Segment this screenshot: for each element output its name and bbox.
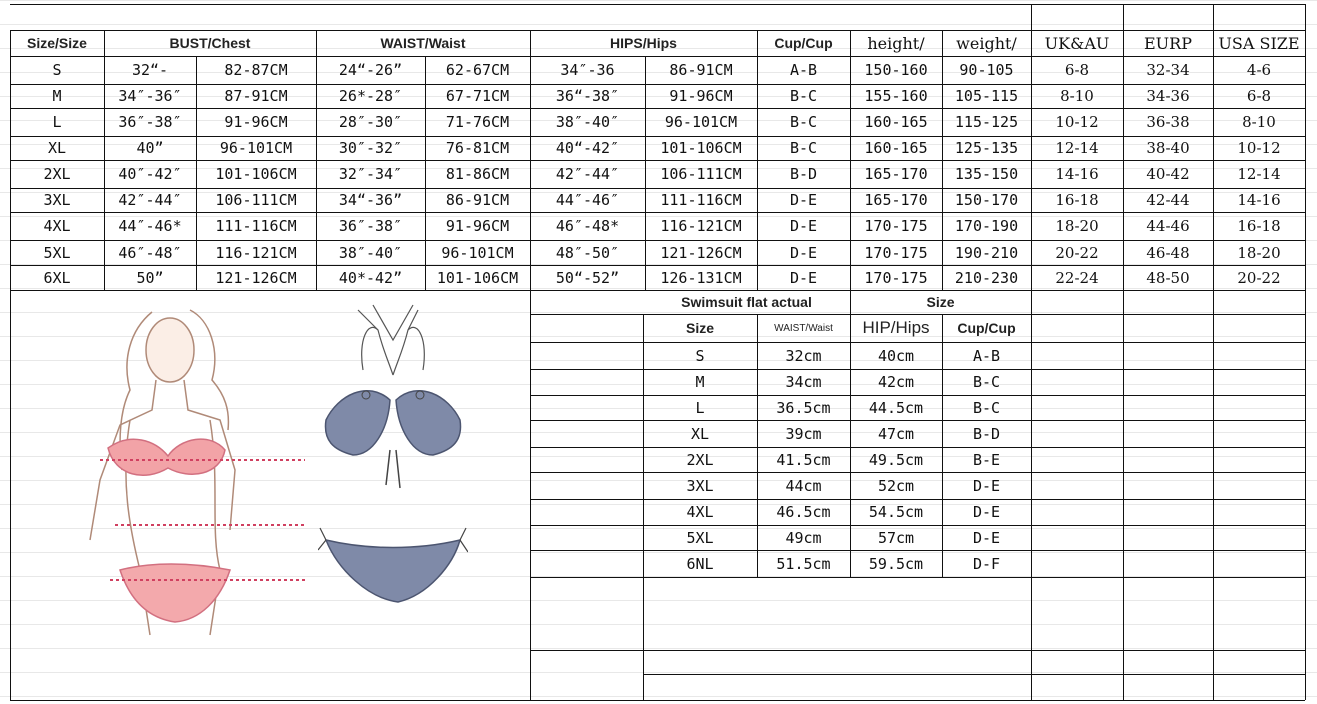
head-vline-6	[942, 30, 943, 56]
head-vline-0	[10, 30, 11, 56]
cell-r8-c0: 6XL	[43, 268, 71, 287]
cell-r1-c8: 155-160	[864, 87, 928, 105]
cell-r5-c1: 42″-44″	[118, 191, 182, 209]
flat-left-outer	[530, 290, 531, 700]
flat-cell-r2-c1: 36.5cm	[776, 398, 831, 417]
cell-r4-c12: 12-14	[1237, 165, 1281, 183]
cell-r6-c6: 116-121CM	[660, 217, 742, 235]
flat-cell-r6-c2: 54.5cm	[868, 503, 924, 521]
flat-cell-r7-c1: 49cm	[785, 528, 822, 547]
head-vline-1	[104, 30, 105, 56]
cell-r3-c5: 40“-42″	[555, 139, 620, 157]
right-border	[1305, 290, 1306, 700]
cell-r0-c10: 6-8	[1064, 61, 1090, 79]
cell-r0-c4: 62-67CM	[445, 61, 510, 79]
cell-r7-c3: 38″-40″	[338, 243, 403, 262]
cell-r6-c11: 44-46	[1146, 217, 1190, 235]
cell-r4-c11: 40-42	[1146, 165, 1190, 183]
flat-vline-850	[850, 290, 851, 577]
cell-r1-c2: 87-91CM	[224, 87, 288, 105]
body-vline-0	[10, 56, 11, 290]
cell-r0-c12: 4-6	[1246, 61, 1272, 79]
cell-r4-c3: 32″-34″	[338, 165, 403, 183]
flat-cell-r5-c1: 44cm	[785, 476, 822, 495]
flat-cell-r3-c1: 39cm	[785, 424, 822, 443]
flat-cell-r8-c1: 51.5cm	[776, 554, 831, 573]
flat-cell-r1-c0: M	[695, 373, 705, 391]
top-vline-0	[1031, 4, 1032, 30]
cell-r1-c9: 105-115	[954, 87, 1019, 105]
cell-r8-c3: 40*-42”	[338, 268, 403, 287]
flat-cell-r1-c3: B-C	[972, 373, 1001, 391]
empty-vline-0	[1123, 290, 1124, 700]
flat-header-0: Size	[685, 320, 714, 336]
flat-cell-r2-c0: L	[695, 398, 705, 417]
cell-r2-c9: 115-125	[954, 113, 1019, 131]
cell-r6-c5: 46″-48*	[555, 217, 620, 235]
flat-cell-r7-c2: 57cm	[877, 528, 915, 547]
body-vline-12	[1213, 56, 1214, 290]
cell-r8-c11: 48-50	[1146, 268, 1190, 287]
cell-r0-c6: 86-91CM	[669, 61, 733, 79]
cell-r8-c9: 210-230	[954, 268, 1019, 287]
cell-r2-c4: 71-76CM	[445, 113, 510, 131]
cell-r5-c10: 16-18	[1055, 191, 1099, 209]
deviation-note	[645, 590, 1030, 650]
flat-cell-r5-c3: D-E	[972, 476, 1001, 495]
flat-row-line-0	[530, 369, 1305, 370]
body-measurement-illustration	[60, 300, 320, 640]
cell-r6-c8: 170-175	[864, 217, 928, 235]
cell-r1-c1: 34″-36″	[118, 87, 182, 105]
header-9: USA SIZE	[1218, 33, 1300, 53]
flat-cell-r5-c2: 52cm	[877, 476, 915, 495]
sheet-gridline	[0, 0, 1317, 1]
cell-r4-c7: B-D	[789, 165, 818, 183]
cell-r7-c11: 46-48	[1146, 243, 1190, 262]
body-vline-4	[425, 56, 426, 290]
cell-r6-c7: D-E	[789, 217, 818, 235]
cell-r1-c5: 36“-38″	[555, 87, 620, 105]
cell-r7-c7: D-E	[789, 243, 818, 262]
cell-r8-c4: 101-106CM	[436, 268, 519, 287]
flat-row-line-5	[530, 499, 1305, 500]
flat-cell-r8-c0: 6NL	[686, 554, 714, 573]
cell-r2-c10: 10-12	[1055, 113, 1099, 131]
cell-r6-c4: 91-96CM	[445, 217, 510, 235]
top-vline-1	[1123, 4, 1124, 30]
cell-r7-c0: 5XL	[43, 243, 71, 262]
cell-r2-c8: 160-165	[864, 113, 928, 131]
cell-r7-c9: 190-210	[954, 243, 1019, 262]
cell-r5-c9: 150-170	[954, 191, 1019, 209]
flat-inner-vline-0	[757, 314, 758, 577]
flat-cell-r0-c2: 40cm	[877, 346, 915, 365]
cell-r4-c10: 14-16	[1055, 165, 1099, 183]
cell-r1-c11: 34-36	[1146, 87, 1190, 105]
cell-r0-c5: 34″-36	[560, 61, 615, 79]
bikini-top-illustration	[318, 300, 468, 500]
flat-cell-r5-c0: 3XL	[686, 476, 714, 495]
flat-cell-r0-c3: A-B	[972, 346, 1001, 365]
body-vline-6	[645, 56, 646, 290]
head-vline-10	[1305, 30, 1306, 56]
cell-r8-c6: 126-131CM	[660, 268, 742, 287]
cell-r3-c0: XL	[47, 139, 67, 157]
cell-r1-c6: 91-96CM	[669, 87, 733, 105]
cell-r3-c12: 10-12	[1237, 139, 1281, 157]
row-line-7	[10, 240, 1305, 241]
row-line-8	[10, 265, 1305, 266]
cell-r5-c6: 111-116CM	[660, 191, 742, 209]
body-vline-13	[1305, 56, 1306, 290]
cell-r8-c1: 50”	[136, 268, 164, 287]
head-vline-9	[1213, 30, 1214, 56]
top-border	[10, 4, 1305, 5]
cell-r4-c4: 81-86CM	[445, 165, 510, 183]
flat-header-3: Cup/Cup	[957, 320, 1016, 336]
cell-r0-c11: 32-34	[1146, 61, 1190, 79]
left-border	[10, 290, 11, 700]
cell-r7-c4: 96-101CM	[441, 243, 514, 262]
head-vline-3	[530, 30, 531, 56]
cell-r5-c12: 14-16	[1237, 191, 1281, 209]
cell-r0-c3: 24“-26”	[338, 61, 403, 79]
flat-cell-r3-c0: XL	[690, 424, 710, 443]
row-line-5	[10, 188, 1305, 189]
flat-row-line-6	[530, 525, 1305, 526]
cell-r5-c4: 86-91CM	[445, 191, 510, 209]
cell-r5-c8: 165-170	[864, 191, 928, 209]
header-top-border	[10, 30, 1305, 31]
row-line-4	[10, 160, 1305, 161]
body-vline-10	[1031, 56, 1032, 290]
flat-inner-vline-1	[942, 314, 943, 577]
head-vline-8	[1123, 30, 1124, 56]
cell-r5-c11: 42-44	[1146, 191, 1190, 209]
cell-r6-c10: 18-20	[1055, 217, 1099, 235]
flat-cell-r4-c1: 41.5cm	[776, 450, 831, 469]
header-4: Cup/Cup	[774, 35, 833, 51]
flat-vline-1031	[1031, 290, 1032, 700]
cell-r7-c6: 121-126CM	[660, 243, 742, 262]
cell-r4-c8: 165-170	[864, 165, 928, 183]
header-8: EURP	[1144, 33, 1192, 53]
top-vline-3	[1305, 4, 1306, 30]
cell-r3-c2: 96-101CM	[219, 139, 293, 157]
cell-r4-c9: 135-150	[954, 165, 1019, 183]
cell-r8-c7: D-E	[789, 268, 818, 287]
flat-cell-r2-c2: 44.5cm	[868, 398, 924, 417]
cell-r6-c9: 170-190	[954, 217, 1019, 235]
flat-cell-r6-c1: 46.5cm	[776, 503, 831, 521]
cell-r7-c1: 46″-48″	[118, 243, 182, 262]
cell-r6-c1: 44″-46*	[118, 217, 182, 235]
empty-vline-1	[1213, 290, 1214, 700]
flat-cell-r7-c3: D-E	[972, 528, 1001, 547]
header-7: UK&AU	[1044, 33, 1110, 53]
flat-row-line-2	[530, 420, 1305, 421]
cell-r0-c0: S	[52, 61, 62, 79]
cell-r2-c11: 36-38	[1146, 113, 1190, 131]
flat-vline-0	[643, 314, 644, 700]
cell-r5-c5: 44″-46″	[555, 191, 620, 209]
cell-r6-c2: 111-116CM	[215, 217, 297, 235]
note-bottom-line	[530, 650, 1305, 651]
cell-r5-c2: 106-111CM	[215, 191, 297, 209]
flat-hline-1	[530, 342, 1305, 343]
cell-r3-c1: 40”	[136, 139, 164, 157]
cell-r3-c3: 30″-32″	[338, 139, 403, 157]
head-vline-5	[850, 30, 851, 56]
footer-note-1	[643, 652, 1031, 674]
cell-r4-c6: 106-111CM	[660, 165, 742, 183]
cell-r0-c2: 82-87CM	[224, 61, 288, 79]
cell-r4-c5: 42″-44″	[555, 165, 620, 183]
cell-r2-c6: 96-101CM	[664, 113, 738, 131]
cell-r4-c1: 40″-42″	[118, 165, 182, 183]
cell-r1-c4: 67-71CM	[445, 87, 510, 105]
row-line-0	[10, 56, 1305, 57]
cell-r5-c3: 34“-36”	[338, 191, 403, 209]
cell-r3-c8: 160-165	[864, 139, 928, 157]
body-vline-9	[942, 56, 943, 290]
flat-hline-0	[530, 314, 1305, 315]
flat-row-line-8	[530, 577, 1305, 578]
flat-cell-r7-c0: 5XL	[686, 528, 714, 547]
cell-r2-c0: L	[52, 113, 62, 131]
body-vline-11	[1123, 56, 1124, 290]
body-vline-7	[757, 56, 758, 290]
cell-r2-c5: 38″-40″	[555, 113, 620, 131]
cell-r0-c9: 90-105	[959, 61, 1014, 79]
cell-r7-c12: 18-20	[1237, 243, 1281, 262]
header-0: Size/Size	[27, 35, 87, 51]
cell-r7-c5: 48″-50″	[555, 243, 620, 262]
header-2: WAIST/Waist	[380, 35, 466, 51]
top-vline-2	[1213, 4, 1214, 30]
body-vline-5	[530, 56, 531, 290]
cell-r5-c7: D-E	[789, 191, 818, 209]
flat-cell-r4-c0: 2XL	[686, 450, 714, 469]
cell-r3-c4: 76-81CM	[445, 139, 510, 157]
cell-r0-c1: 32“-	[131, 61, 169, 79]
flat-cell-r4-c2: 49.5cm	[868, 450, 924, 469]
cell-r6-c0: 4XL	[43, 217, 71, 235]
flat-cell-r3-c2: 47cm	[877, 424, 915, 443]
flat-size-label: Size	[926, 294, 955, 310]
cell-r1-c10: 8-10	[1060, 87, 1094, 105]
cell-r3-c7: B-C	[789, 139, 818, 157]
flat-cell-r1-c1: 34cm	[785, 373, 822, 391]
cell-r0-c7: A-B	[789, 61, 818, 79]
cell-r6-c3: 36″-38″	[338, 217, 403, 235]
flat-cell-r6-c3: D-E	[972, 503, 1001, 521]
body-vline-3	[316, 56, 317, 290]
header-6: weight/	[956, 33, 1017, 53]
cell-r8-c8: 170-175	[864, 268, 928, 287]
row-line-2	[10, 108, 1305, 109]
head-vline-2	[316, 30, 317, 56]
flat-row-line-4	[530, 472, 1305, 473]
chart-title	[300, 6, 720, 28]
cell-r2-c1: 36″-38″	[118, 113, 182, 131]
head-vline-4	[757, 30, 758, 56]
cell-r8-c5: 50“-52”	[555, 268, 620, 287]
header-5: height/	[867, 33, 925, 53]
cell-r1-c3: 26*-28″	[338, 87, 403, 105]
cell-r3-c9: 125-135	[954, 139, 1019, 157]
flat-cell-r6-c0: 4XL	[686, 503, 714, 521]
cell-r3-c10: 12-14	[1055, 139, 1099, 157]
cell-r8-c12: 20-22	[1237, 268, 1281, 287]
flat-cell-r1-c2: 42cm	[877, 373, 915, 391]
cell-r7-c8: 170-175	[864, 243, 928, 262]
flat-cell-r2-c3: B-C	[972, 398, 1001, 417]
flat-row-line-1	[530, 395, 1305, 396]
cell-r2-c12: 8-10	[1242, 113, 1276, 131]
body-vline-2	[196, 56, 197, 290]
flat-title: Swimsuit flat actual	[681, 294, 812, 310]
head-vline-7	[1031, 30, 1032, 56]
cell-r6-c12: 16-18	[1237, 217, 1281, 235]
cell-r0-c8: 150-160	[864, 61, 928, 79]
row-line-1	[10, 84, 1305, 85]
flat-header-1: WAIST/Waist	[774, 322, 833, 334]
flat-cell-r8-c3: D-F	[972, 554, 1001, 573]
flat-cell-r4-c3: B-E	[972, 450, 1001, 469]
cell-r2-c2: 91-96CM	[224, 113, 288, 131]
flat-cell-r8-c2: 59.5cm	[868, 554, 924, 573]
flat-cell-r0-c0: S	[695, 346, 705, 365]
row-line-3	[10, 136, 1305, 137]
flat-cell-r3-c3: B-D	[972, 424, 1001, 443]
flat-row-line-3	[530, 447, 1305, 448]
bottom-border	[10, 700, 1305, 701]
cell-r8-c10: 22-24	[1055, 268, 1099, 287]
cell-r3-c11: 38-40	[1146, 139, 1190, 157]
flat-header-2: HIP/Hips	[862, 318, 930, 337]
cell-r5-c0: 3XL	[43, 191, 71, 209]
cell-r2-c7: B-C	[789, 113, 818, 131]
cell-r7-c2: 116-121CM	[215, 243, 297, 262]
body-vline-8	[850, 56, 851, 290]
bikini-bottom-illustration	[318, 520, 468, 610]
header-1: BUST/Chest	[169, 35, 251, 51]
cell-r2-c3: 28″-30″	[338, 113, 403, 131]
cell-r8-c2: 121-126CM	[215, 268, 297, 287]
cell-r3-c6: 101-106CM	[660, 139, 742, 157]
cell-r4-c2: 101-106CM	[215, 165, 297, 183]
row-line-6	[10, 212, 1305, 213]
cell-r1-c0: M	[52, 87, 62, 105]
cell-r4-c0: 2XL	[43, 165, 71, 183]
footer-note-2	[643, 675, 1031, 699]
header-3: HIPS/Hips	[610, 35, 677, 51]
cell-r1-c12: 6-8	[1246, 87, 1272, 105]
cell-r1-c7: B-C	[789, 87, 818, 105]
cell-r7-c10: 20-22	[1055, 243, 1099, 262]
flat-row-line-7	[530, 550, 1305, 551]
flat-cell-r0-c1: 32cm	[785, 346, 822, 365]
body-vline-1	[104, 56, 105, 290]
